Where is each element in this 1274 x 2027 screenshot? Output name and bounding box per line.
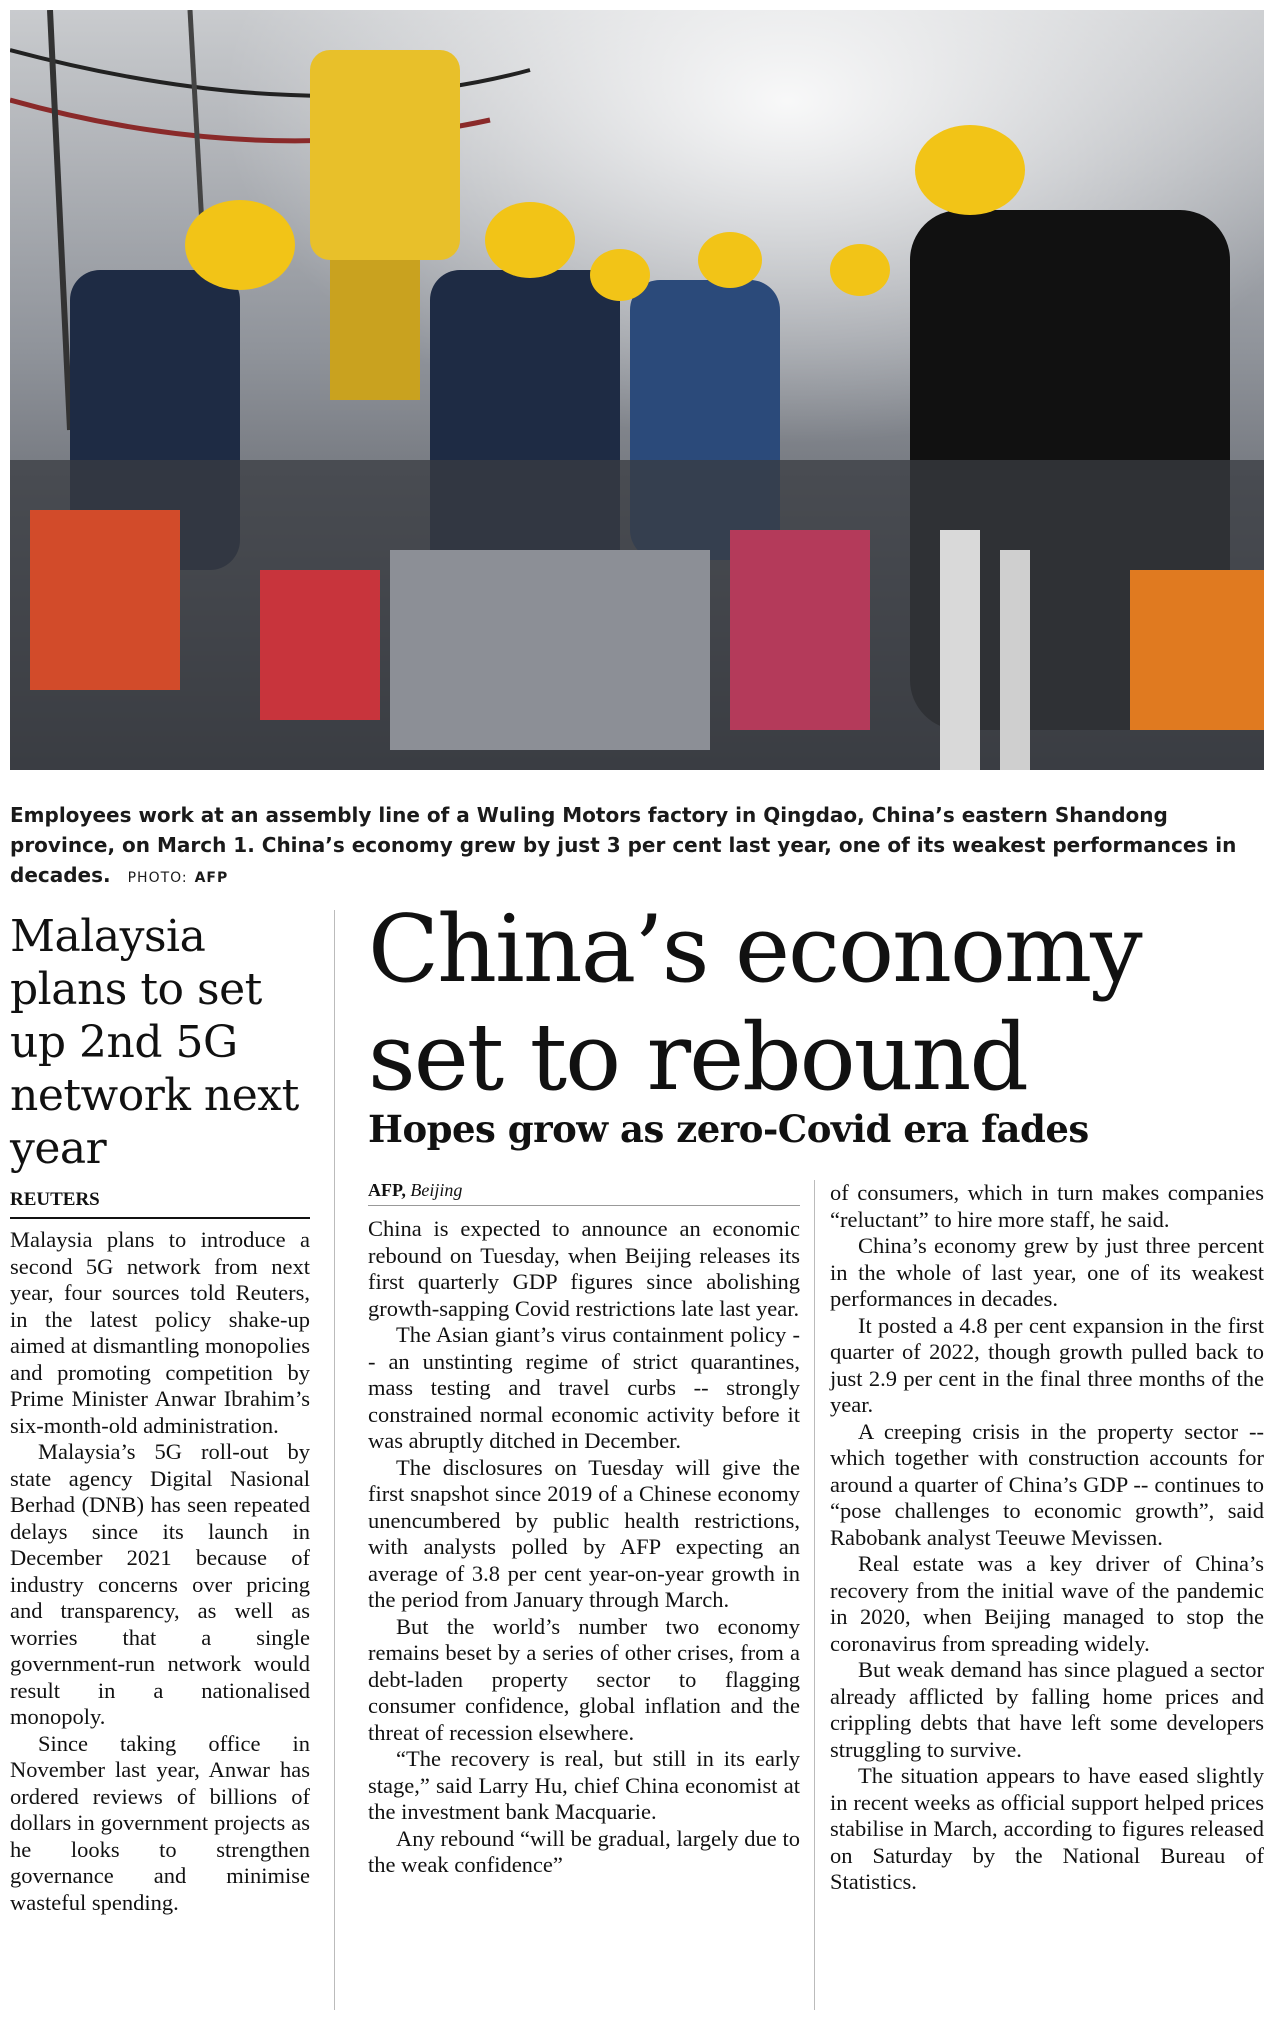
main-paragraph: China is expected to announce an economic rebound on Tuesday, when Beijing releases its first quarterly GDP figures since abolishing growth-sapping Covid restrictions late last year.	[368, 1216, 800, 1321]
main-story-body-2	[830, 1180, 1264, 1896]
side-paragraph: Malaysia plans to introduce a second 5G network from next year, four sources told Reuters, in the latest policy shake-up aimed at dismantling monopolies and promoting competition by Prime Minister Anwar Ibrahim’s six-month-old administration.	[10, 1227, 310, 1438]
side-paragraph: Since taking office in November last year, Anwar has ordered reviews of billions of dollars in government projects as he looks to strengthen governance and minimise wasteful spending.	[10, 1730, 310, 1915]
photo-credit-source: AFP	[194, 870, 229, 886]
main-story-byline	[368, 1180, 800, 1206]
side-story-byline: REUTERS	[10, 1189, 310, 1219]
main-paragraph: But the world’s number two economy remains beset by a series of other crises, from a debt-laden property sector to flagging consumer confidence, global inflation and the threat of recession elsewhere.	[368, 1613, 800, 1745]
side-story-body	[10, 1227, 310, 1916]
main-paragraph: Real estate was a key driver of China’s recovery from the initial wave of the pandemic in 2020, when Beijing managed to stop the coronavirus from spreading widely.	[830, 1551, 1264, 1656]
assembly-line-illustration	[10, 10, 1264, 770]
main-paragraph: The Asian giant’s virus containment policy -- an unstinting regime of strict quarantines, mass testing and travel curbs -- strongly constrained normal economic activity before it was abruptly ditched in December.	[368, 1322, 800, 1453]
main-paragraph: Any rebound “will be gradual, largely due to the weak confidence”	[368, 1825, 800, 1877]
main-paragraph: It posted a 4.8 per cent expansion in the first quarter of 2022, though growth pulled back to just 2.9 per cent in the final three months of the year.	[830, 1312, 1264, 1417]
main-headline: China’s economy set to rebound	[368, 895, 1141, 1111]
main-paragraph: But weak demand has since plagued a sector already afflicted by falling home prices and crippling debts that have left some developers struggling to survive.	[830, 1657, 1264, 1762]
main-paragraph: The situation appears to have eased slightly in recent weeks as official support helped prices stabilise in March, according to figures released on Saturday by the National Bureau of Statistics.	[830, 1763, 1264, 1894]
main-subheadline: Hopes grow as zero-Covid era fades	[368, 1107, 1089, 1151]
side-paragraph: Malaysia’s 5G roll-out by state agency Digital Nasional Berhad (DNB) has seen repeated delays since its launch in December 2021 because of industry concerns over pricing and transparency, as well as worries that a single government-run network would result in a nationalised monopoly.	[10, 1439, 310, 1729]
main-story-column-2	[830, 1180, 1264, 1896]
main-paragraph: A creeping crisis in the property sector -- which together with construction accounts for around a quarter of China’s GDP -- continues to “pose challenges to economic growth”, said Rabobank analyst Teeuwe Mevissen.	[830, 1418, 1264, 1550]
main-paragraph: The disclosures on Tuesday will give the first snapshot since 2019 of a Chinese economy unencumbered by public health restrictions, with analysts polled by AFP expecting an average of 3.8 per cent year-on-year growth in the period from January through March.	[368, 1454, 800, 1612]
photo-caption	[10, 800, 1264, 893]
byline-dateline: Beijing	[410, 1180, 463, 1200]
main-paragraph: China’s economy grew by just three percent in the whole of last year, one of its weakest performances in decades.	[830, 1233, 1264, 1311]
side-story	[10, 910, 310, 1916]
side-story-headline: Malaysia plans to set up 2nd 5G network next year	[10, 911, 299, 1174]
caption-text: Employees work at an assembly line of a Wuling Motors factory in Qingdao, China’s eastern Shandong province, on March 1. China’s economy grew by just 3 per cent last year, one of its weakest performances in decades.	[10, 803, 1237, 887]
main-story-column-1	[368, 1180, 800, 1879]
main-paragraph: “The recovery is real, but still in its early stage,” said Larry Hu, chief China economist at the investment bank Macquarie.	[368, 1746, 800, 1824]
byline-agency: AFP,	[368, 1180, 406, 1200]
main-story-body-1	[368, 1216, 800, 1879]
factory-photo	[10, 10, 1264, 770]
main-paragraph: of consumers, which in turn makes companies “reluctant” to hire more staff, he said.	[830, 1180, 1264, 1232]
column-divider	[814, 1180, 815, 2010]
column-divider	[334, 910, 335, 2010]
photo-credit-label: PHOTO:	[127, 870, 188, 886]
